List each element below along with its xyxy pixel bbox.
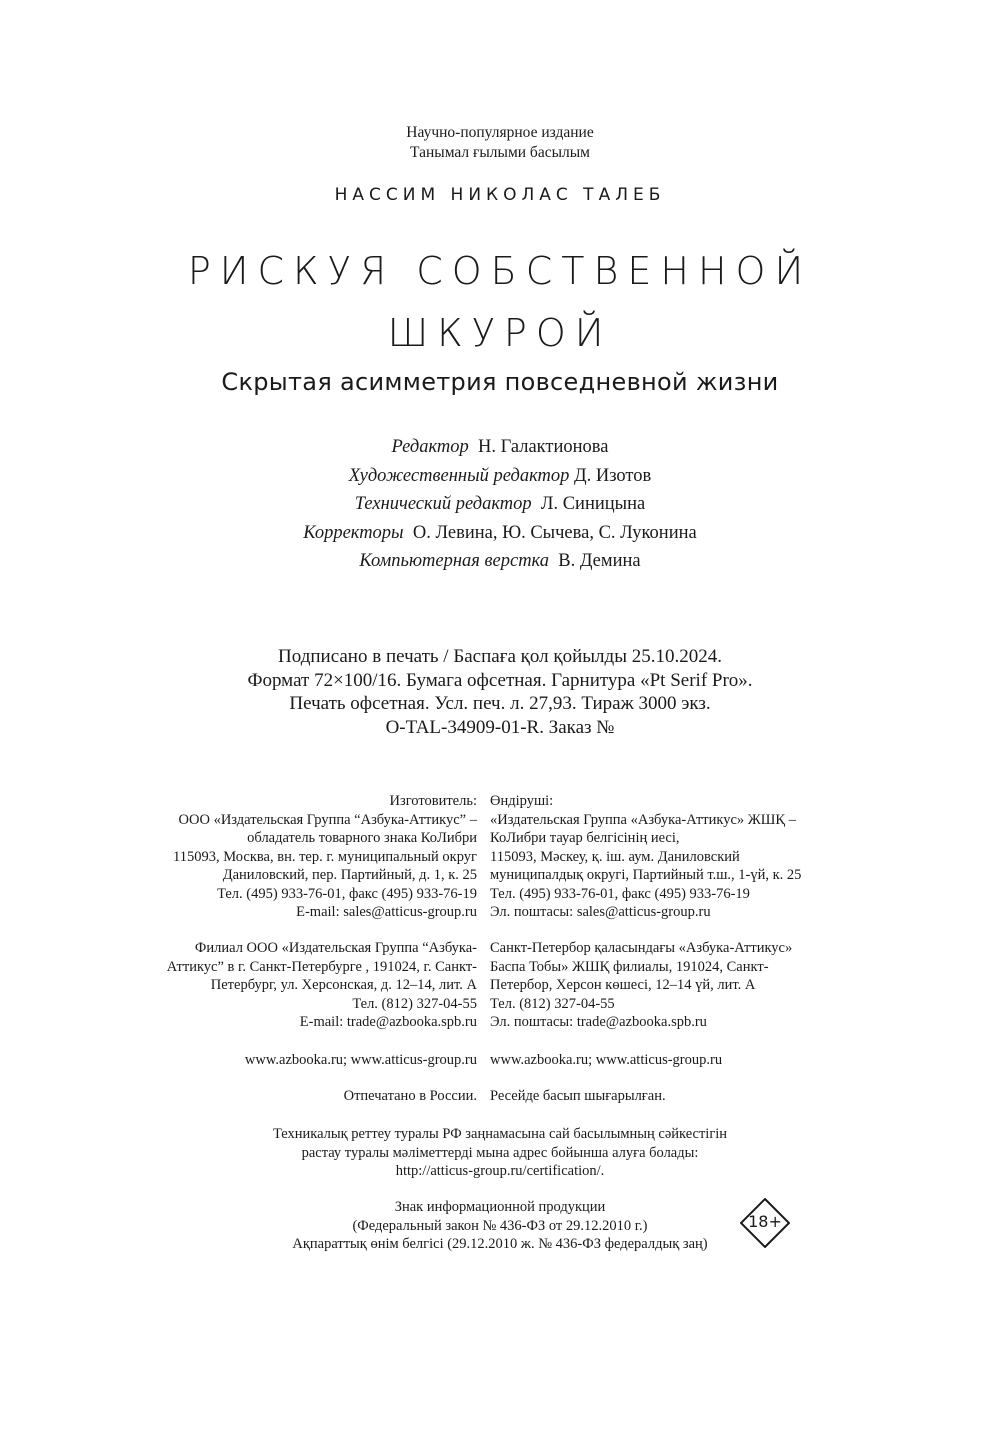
- manufacturer-ru: [77, 792, 477, 922]
- credit-person: Л. Синицына: [540, 494, 646, 514]
- branch-ru-line: Аттикус” в г. Санкт-Петербурге , 191024, г. Санкт-: [166, 958, 477, 975]
- age-rating-badge: [740, 1198, 790, 1248]
- genre-ru: Научно-популярное издание: [406, 124, 594, 141]
- certification-line: Техникалық реттеу туралы РФ заңнамасына сай басылымның сәйкестігін: [272, 1126, 728, 1142]
- manufacturer-kz-line: КоЛибри тауар белгісінің иесі,: [490, 830, 680, 846]
- credit-person: Н. Галактионова: [478, 437, 609, 457]
- manufacturer-kz-line: «Издательская Группа «Азбука-Аттикус» ЖШҚ –: [490, 811, 796, 828]
- credit-person: Д. Изотов: [573, 465, 652, 486]
- manufacturer-ru-line: 115093, Москва, вн. тер. г. муниципальный округ: [173, 848, 477, 865]
- info-sign-block: [0, 1198, 1000, 1254]
- websites-ru: www.azbooka.ru; www.atticus-group.ru: [244, 1052, 477, 1068]
- branch-ru-line: Петербург, ул. Херсонская, д. 12–14, лит. А: [210, 977, 477, 993]
- book-title: [0, 240, 1000, 364]
- branch-kz: [490, 939, 890, 1032]
- credit-editor: [0, 433, 1000, 462]
- credit-proofreaders: [0, 519, 1000, 548]
- websites-kz: www.azbooka.ru; www.atticus-group.ru: [490, 1052, 723, 1068]
- manufacturer-kz-line: Тел. (495) 933-76-01, факс (495) 933-76-19: [490, 885, 750, 902]
- genre-kz: Танымал ғылыми басылым: [410, 144, 590, 161]
- credit-person: В. Демина: [558, 551, 641, 571]
- genre-block: [0, 123, 1000, 163]
- printed-kz: Ресейде басып шығарылған.: [490, 1088, 666, 1104]
- manufacturer-kz-line: Өндіруші:: [490, 793, 554, 809]
- credit-role: Компьютерная верстка: [359, 551, 549, 571]
- branch-kz-line: Санкт-Петербор қаласындағы «Азбука-Аттикус»: [490, 940, 793, 956]
- credit-art-editor: [0, 462, 1000, 491]
- credits-list: [0, 433, 1000, 576]
- manufacturer-ru-line: Изготовитель:: [389, 793, 477, 809]
- credit-role: Технический редактор: [354, 494, 532, 514]
- credit-layout: [0, 547, 1000, 576]
- manufacturer-ru-line: Даниловский, пер. Партийный, д. 1, к. 25: [222, 867, 477, 883]
- info-sign-line: (Федеральный закон № 436-ФЗ от 29.12.2010 г.): [352, 1217, 648, 1234]
- credit-role: Редактор: [391, 437, 469, 457]
- manufacturer-ru-line: ООО «Издательская Группа “Азбука-Аттикус” –: [178, 811, 477, 828]
- imprint-line: Формат 72×100/16. Бумага офсетная. Гарнитура «Pt Serif Pro».: [247, 669, 753, 691]
- info-sign-line: Знак информационной продукции: [394, 1199, 606, 1215]
- branch-kz-email: Эл. поштасы: trade@azbooka.spb.ru: [490, 1014, 707, 1030]
- info-sign-line: Ақпараттық өнім белгісі (29.12.2010 ж. № 436-ФЗ федералдық заң): [292, 1236, 708, 1252]
- branch-ru-email: E-mail: trade@azbooka.spb.ru: [299, 1014, 477, 1030]
- branch-kz-line: Баспа Тобы» ЖШҚ филиалы, 191024, Санкт-: [490, 958, 769, 975]
- manufacturer-kz-line: 115093, Мәскеу, қ. іш. аум. Даниловский: [490, 848, 740, 865]
- manufacturer-kz-email: Эл. поштасы: sales@atticus-group.ru: [490, 904, 711, 920]
- branch-ru-line: Тел. (812) 327-04-55: [352, 995, 477, 1012]
- imprint-block: [0, 645, 1000, 739]
- branch-kz-line: Тел. (812) 327-04-55: [490, 995, 615, 1012]
- manufacturer-kz: [490, 792, 890, 922]
- imprint-line: Подписано в печать / Баспаға қол қойылды 25.10.2024.: [278, 646, 722, 667]
- certification-block: [0, 1125, 1000, 1181]
- manufacturer-ru-email: E-mail: sales@atticus-group.ru: [296, 904, 477, 920]
- book-subtitle: Скрытая асимметрия повседневной жизни: [221, 368, 779, 396]
- certification-line: растау туралы мәліметтерді мына адрес бойынша алуға болады:: [301, 1144, 699, 1161]
- credit-role: Художественный редактор: [348, 465, 570, 486]
- title-line-2: ШКУРОЙ: [387, 311, 613, 355]
- credit-person: О. Левина, Ю. Сычева, С. Луконина: [412, 522, 697, 543]
- age-rating-label: 18+: [748, 1212, 782, 1231]
- branch-ru-line: Филиал ООО «Издательская Группа “Азбука-: [194, 940, 477, 956]
- branch-kz-line: Петербор, Херсон көшесі, 12–14 үй, лит. А: [490, 977, 756, 993]
- manufacturer-ru-line: Тел. (495) 933-76-01, факс (495) 933-76-19: [217, 885, 477, 902]
- title-line-1: РИСКУЯ СОБСТВЕННОЙ: [187, 249, 813, 293]
- imprint-line: Печать офсетная. Усл. печ. л. 27,93. Тираж 3000 экз.: [289, 693, 711, 714]
- printed-ru: Отпечатано в России.: [343, 1088, 477, 1104]
- branch-ru: [77, 939, 477, 1032]
- manufacturer-ru-line: обладатель товарного знака КоЛибри: [247, 830, 477, 846]
- credit-tech-editor: [0, 490, 1000, 519]
- imprint-line: O-TAL-34909-01-R. Заказ №: [385, 716, 615, 738]
- certification-url: http://atticus-group.ru/certification/.: [395, 1163, 605, 1179]
- author-name: НАССИМ НИКОЛАС ТАЛЕБ: [334, 185, 666, 205]
- manufacturer-kz-line: муниципалдық округі, Партийный т.ш., 1-үй, к. 25: [490, 867, 802, 883]
- credit-role: Корректоры: [303, 522, 404, 543]
